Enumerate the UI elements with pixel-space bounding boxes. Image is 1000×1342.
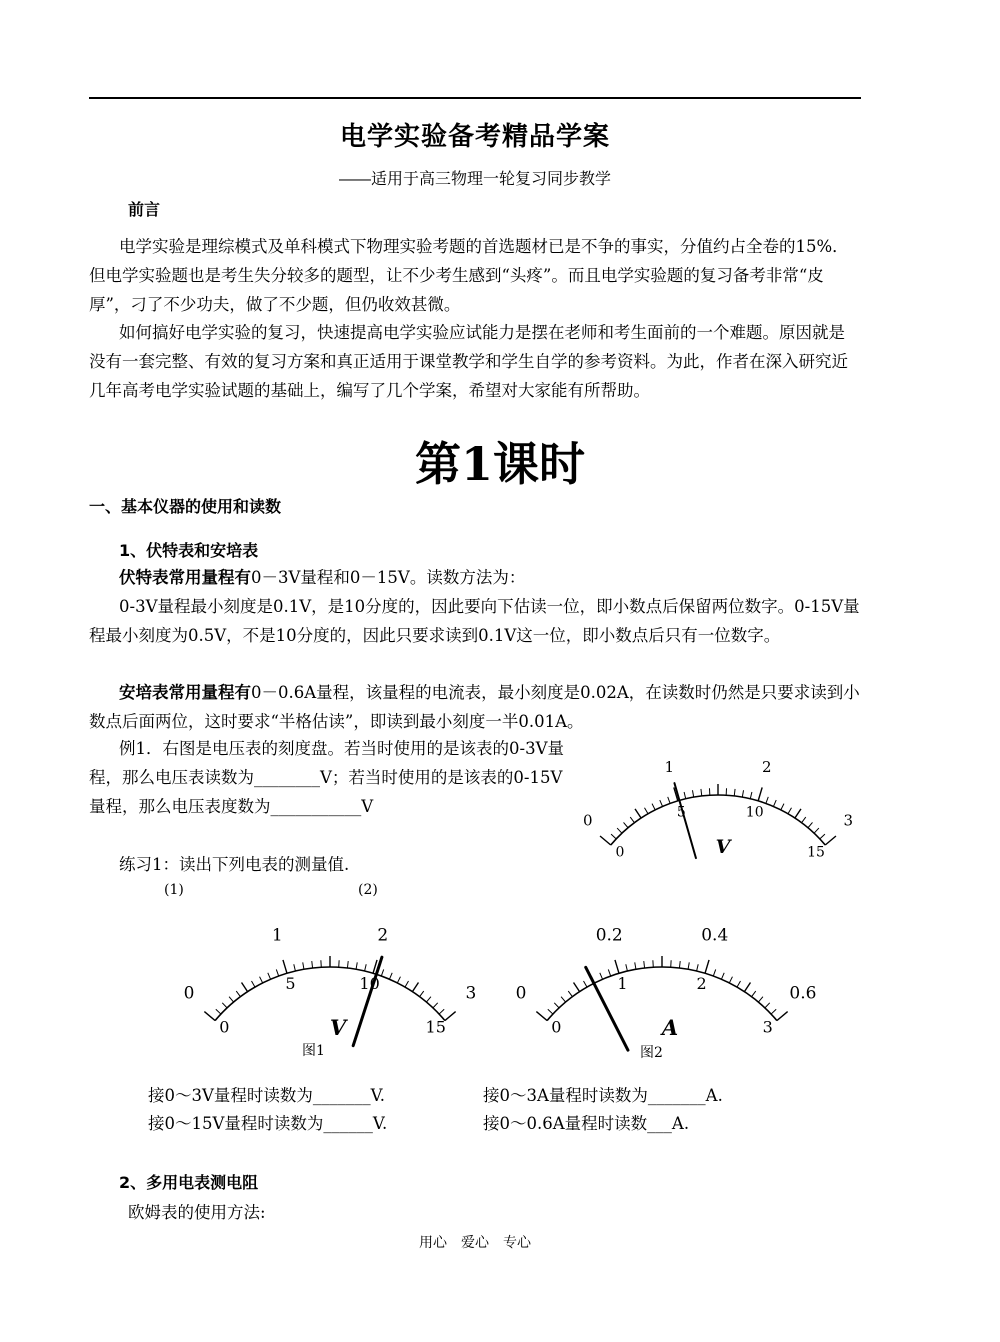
figure-1-caption: 图1 bbox=[302, 1043, 325, 1059]
figure-2-ammeter bbox=[515, 905, 817, 1040]
dial-tick bbox=[222, 1003, 227, 1008]
inner-scale-label: 5 bbox=[285, 973, 296, 993]
example-1-text: 例1．右图是电压表的刻度盘。若当时使用的是该表的0-3V量程，那么电压表读数为________V；若当时使用的是该表的0-15V量程，那么电压表度数为___________V bbox=[89, 739, 564, 816]
ammeter-paragraph: 安培表常用量程有0－0.6A量程，该量程的电流表，最小刻度是0.02A，在读数时仍然是只要求读到小数点后面两位，这时要求“半格估读”，即读到最小刻度一半0.01A。 bbox=[89, 683, 860, 731]
dial-tick bbox=[242, 982, 248, 991]
outer-scale-label: 2 bbox=[377, 925, 389, 946]
dial-tick bbox=[405, 981, 409, 987]
dial-tick bbox=[626, 964, 628, 971]
dial-tick bbox=[802, 817, 806, 823]
dial-tick bbox=[697, 964, 699, 971]
meter-needle bbox=[353, 957, 382, 1045]
outer-scale-label: 3 bbox=[843, 811, 854, 830]
doc-subtitle: ――适用于高三物理一轮复习同步教学 bbox=[338, 169, 611, 188]
dial-tick bbox=[758, 787, 762, 800]
dial-tick bbox=[283, 960, 287, 973]
inner-scale-label: 0 bbox=[219, 1017, 230, 1037]
dial-tick bbox=[825, 836, 836, 845]
preface-heading: 前言 bbox=[128, 200, 161, 219]
dial-tick bbox=[365, 964, 367, 971]
dial-tick bbox=[561, 997, 565, 1002]
dial-tick bbox=[608, 969, 610, 976]
dial-tick bbox=[795, 809, 801, 818]
outer-scale-label: 0.4 bbox=[701, 925, 729, 946]
dial-tick bbox=[679, 961, 680, 968]
preface-paragraph-2: 如何搞好电学实验的复习，快速提高电学实验应试能力是摆在老师和考生面前的一个难题。原因就是没有一套完整、有效的复习方案和真正适用于课堂教学和学生自学的参考资料。为此，作者在深入研究近几年高考电学实验试题的基础上，编写了几个学案，希望对大家能有所帮助。 bbox=[89, 323, 848, 400]
unit-symbol: A bbox=[661, 1015, 679, 1040]
dial-tick bbox=[635, 962, 636, 969]
outer-scale-label: 0 bbox=[515, 983, 527, 1004]
dial-tick bbox=[773, 800, 776, 806]
unit-symbol: V bbox=[329, 1015, 347, 1040]
page-footer: 用心 爱心 专心 bbox=[419, 1235, 531, 1251]
dial-tick bbox=[426, 997, 430, 1002]
dial-tick bbox=[765, 1003, 770, 1008]
outer-scale-label: 0.2 bbox=[595, 925, 623, 946]
dial-tick bbox=[635, 809, 641, 818]
answer-line-3a: 接0～3A量程时读数为_______A. bbox=[483, 1086, 723, 1105]
dial-tick bbox=[624, 822, 628, 827]
dial-tick bbox=[397, 977, 400, 983]
inner-scale-label: 2 bbox=[696, 973, 707, 993]
inner-scale-label: 3 bbox=[762, 1017, 773, 1037]
dial-tick bbox=[445, 1012, 456, 1021]
dial-tick bbox=[652, 804, 655, 810]
example-voltmeter-dial bbox=[580, 740, 854, 861]
dial-tick bbox=[347, 961, 348, 968]
top-rule bbox=[89, 97, 861, 99]
inner-scale-label: 10 bbox=[359, 973, 380, 993]
dial-tick bbox=[721, 973, 724, 979]
dial-tick bbox=[548, 1009, 553, 1014]
outer-scale-label: 1 bbox=[271, 925, 283, 946]
inner-scale-label: 15 bbox=[807, 844, 825, 861]
figure-label-1: (1) bbox=[164, 882, 184, 898]
voltmeter-reading-paragraph: 0-3V量程最小刻度是0.1V，是10分度的，因此要向下估读一位，即小数点后保留两位数字。0-15V量程最小刻度为0.5V，不是10分度的，因此只要求读到0.1V这一位，即小数点后只有一位数字。 bbox=[89, 597, 860, 645]
dial-tick bbox=[554, 1003, 559, 1008]
dial-tick bbox=[252, 981, 256, 987]
dial-tick bbox=[312, 961, 313, 968]
dial-tick bbox=[820, 834, 825, 839]
dial-tick bbox=[713, 969, 715, 976]
dial-tick bbox=[294, 964, 296, 971]
figure-2-caption: 图2 bbox=[640, 1045, 663, 1061]
answer-line-15v: 接0～15V量程时读数为______V. bbox=[148, 1114, 388, 1133]
dial-tick bbox=[752, 991, 756, 997]
outer-scale-label: 1 bbox=[664, 758, 675, 777]
figure-1-voltmeter-dial bbox=[183, 905, 480, 1040]
ohmmeter-usage-line: 欧姆表的使用方法: bbox=[128, 1203, 266, 1222]
dial-tick bbox=[742, 790, 743, 797]
dial-tick bbox=[668, 797, 670, 804]
dial-tick bbox=[766, 797, 768, 804]
dial-tick bbox=[584, 981, 588, 987]
unit-symbol: V bbox=[715, 836, 731, 858]
dial-tick bbox=[568, 991, 572, 997]
dial-tick bbox=[771, 1009, 776, 1014]
dial-tick bbox=[611, 834, 616, 839]
dial-tick bbox=[729, 977, 732, 983]
dial-tick bbox=[381, 969, 383, 976]
dial-tick bbox=[433, 1003, 438, 1008]
lesson-heading: 第1课时 bbox=[414, 437, 585, 491]
dial-tick bbox=[705, 960, 709, 973]
dial-tick bbox=[268, 973, 271, 979]
dial-tick bbox=[615, 960, 619, 973]
preface-paragraph-1: 电学实验是理综模式及单科模式下物理实验考题的首选题材已是不争的事实，分值约占全卷的15%．但电学实验题也是考生失分较多的题型，让不少考生感到“头疼”。而且电学实验题的复习备考非常“皮厚”，刁了不少功夫，做了不少题，但仍收效甚微。 bbox=[89, 237, 849, 314]
dial-tick bbox=[439, 1009, 444, 1014]
dial-tick bbox=[644, 961, 645, 968]
dial-tick bbox=[788, 808, 792, 814]
dial-tick bbox=[701, 789, 702, 796]
inner-scale-label: 15 bbox=[425, 1017, 446, 1037]
figure-label-2: (2) bbox=[358, 882, 378, 898]
inner-scale-label: 0 bbox=[551, 1017, 562, 1037]
dial-tick bbox=[536, 1012, 547, 1021]
dial-tick bbox=[777, 1012, 788, 1021]
dial-tick bbox=[574, 982, 580, 991]
dial-tick bbox=[617, 828, 622, 833]
dial-arc bbox=[215, 967, 445, 1021]
dial-tick bbox=[734, 789, 735, 796]
figure-2-ammeter-dial bbox=[515, 905, 817, 1040]
dial-tick bbox=[758, 997, 762, 1002]
practice-1-text: 练习1：读出下列电表的测量值. bbox=[119, 855, 350, 874]
answer-line-3v: 接0～3V量程时读数为_______V. bbox=[148, 1086, 385, 1105]
dial-tick bbox=[808, 822, 812, 827]
dial-tick bbox=[389, 973, 392, 979]
dial-tick bbox=[692, 790, 693, 797]
outer-scale-label: 0 bbox=[582, 811, 593, 830]
figure-1-voltmeter bbox=[183, 905, 480, 1040]
dial-tick bbox=[688, 962, 689, 969]
example-voltmeter bbox=[580, 740, 854, 861]
dial-tick bbox=[236, 991, 240, 997]
dial-tick bbox=[737, 981, 741, 987]
outer-scale-label: 2 bbox=[761, 758, 772, 777]
subsection-heading-1: 1、伏特表和安培表 bbox=[119, 541, 259, 560]
inner-scale-label: 1 bbox=[617, 973, 628, 993]
dial-tick bbox=[750, 792, 752, 799]
dial-tick bbox=[216, 1009, 221, 1014]
dial-tick bbox=[630, 817, 634, 823]
inner-scale-label: 5 bbox=[676, 804, 686, 821]
inner-scale-label: 10 bbox=[745, 804, 764, 821]
subsection-heading-2: 2、多用电表测电阻 bbox=[119, 1173, 259, 1192]
answer-line-0-6a: 接0～0.6A量程时读数___A. bbox=[483, 1114, 690, 1133]
dial-tick bbox=[600, 973, 603, 979]
dial-tick bbox=[412, 982, 418, 991]
dial-tick bbox=[684, 792, 686, 799]
dial-tick bbox=[204, 1012, 215, 1021]
dial-tick bbox=[645, 808, 649, 814]
dial-tick bbox=[814, 828, 819, 833]
section-heading-1: 一、基本仪器的使用和读数 bbox=[89, 497, 282, 516]
dial-tick bbox=[420, 991, 424, 997]
dial-tick bbox=[744, 982, 750, 991]
dial-tick bbox=[303, 962, 304, 969]
outer-scale-label: 0.6 bbox=[789, 983, 817, 1004]
dial-arc bbox=[547, 967, 777, 1021]
dial-tick bbox=[600, 836, 611, 845]
voltmeter-range-paragraph: 伏特表常用量程有0－3V量程和0－15V。读数方法为： bbox=[119, 568, 526, 587]
inner-scale-label: 0 bbox=[615, 844, 625, 861]
dial-tick bbox=[781, 804, 784, 810]
doc-title: 电学实验备考精品学案 bbox=[339, 122, 610, 152]
outer-scale-label: 3 bbox=[465, 983, 477, 1004]
dial-tick bbox=[229, 997, 233, 1002]
outer-scale-label: 0 bbox=[183, 983, 195, 1004]
dial-tick bbox=[276, 969, 278, 976]
dial-tick bbox=[660, 800, 663, 806]
dial-tick bbox=[356, 962, 357, 969]
dial-tick bbox=[260, 977, 263, 983]
